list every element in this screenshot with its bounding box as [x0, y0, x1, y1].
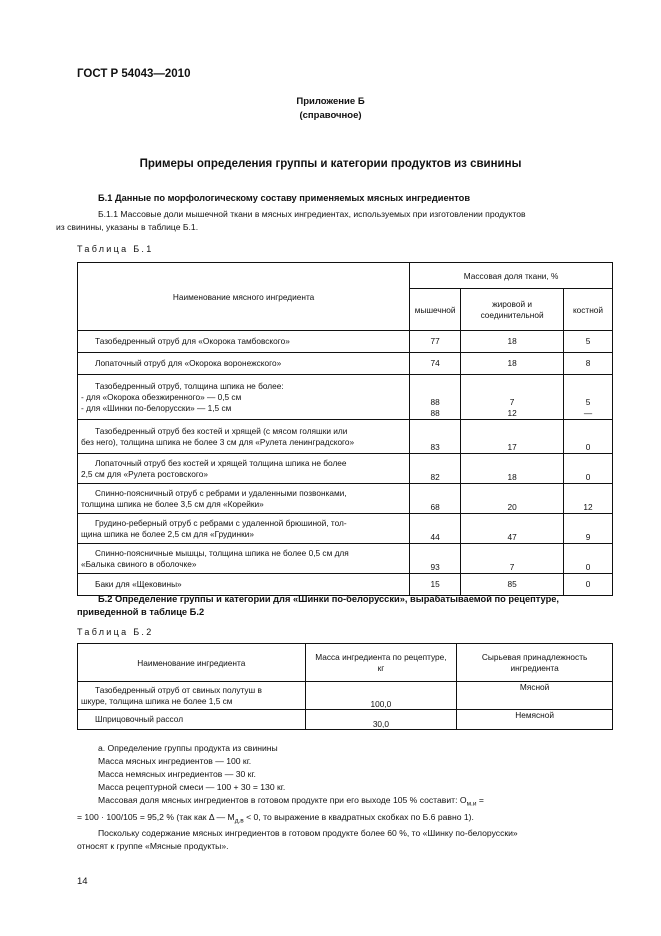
header-line: жировой и — [492, 298, 533, 309]
ingredient-name-line: Тазобедренный отруб без костей и хрящей (с мясом голяшки или — [95, 425, 348, 436]
bone-value-cell — [564, 454, 613, 484]
table-row — [78, 484, 613, 514]
cell-value: 93 — [430, 562, 440, 572]
ingredient-name-cell — [78, 574, 410, 596]
bone-value-cell — [564, 353, 613, 375]
page-heading: Примеры определения группы и категории продуктов из свинины — [139, 158, 522, 170]
cell-value: 12 — [507, 408, 517, 418]
calc-step-a: а. Определение группы продукта из свинины — [98, 743, 278, 753]
table2-header-type — [457, 644, 613, 682]
calc-subscript: д.в — [234, 817, 244, 825]
fat-value-cell — [461, 514, 564, 544]
ingredient-type-cell: Мясной — [457, 682, 613, 710]
bone-value-cell — [564, 420, 613, 454]
table-row — [78, 454, 613, 484]
cell-value: 0 — [585, 562, 591, 572]
page-number: 14 — [77, 876, 88, 887]
muscle-value-cell — [410, 353, 461, 375]
cell-value: 0 — [585, 472, 591, 482]
ingredient-name-line: Спинно-поясничные мышцы, толщина шпика не более 0,5 см для — [95, 547, 349, 558]
table-row — [78, 420, 613, 454]
paragraph-line: из свинины, указаны в таблице Б.1. — [56, 222, 199, 232]
ingredient-name-line: Грудино-реберный отруб с ребрами с удаленной брюшиной, тол- — [95, 517, 347, 528]
conclusion-line1: Поскольку содержание мясных ингредиентов в готовом продукте более 60 %, то «Шинку по-белорусски» — [98, 828, 518, 839]
calc-share-line2 — [77, 811, 617, 828]
annex-title: Приложение Б — [296, 96, 365, 107]
fat-value-cell — [461, 454, 564, 484]
cell-value: 18 — [507, 336, 517, 346]
ingredient-name-cell — [78, 682, 306, 710]
section-b2-title: Б.2 Определение группы и категории для «Шинки по-белорусски», вырабатываемой по рецептуре, — [98, 594, 560, 604]
muscle-value-cell — [410, 454, 461, 484]
cell-value: 47 — [507, 532, 517, 542]
ingredient-name-cell — [78, 353, 410, 375]
muscle-value-cell — [410, 544, 461, 574]
table-b1 — [77, 262, 613, 596]
muscle-value-cell — [410, 375, 461, 420]
cell-value: — — [583, 408, 593, 418]
table-row — [78, 710, 613, 730]
fat-value-cell — [461, 375, 564, 420]
section-b2-title-cont: приведенной в таблице Б.2 — [77, 607, 205, 617]
ingredient-name-line: щина шпика не более 2,5 см для «Грудинки» — [81, 528, 254, 539]
table1-col-muscle: мышечной — [410, 289, 461, 331]
ingredient-name-line: - для «Окорока обезжиренного» — 0,5 см — [81, 391, 242, 402]
ingredient-name-line: толщина шпика не более 3,5 см для «Корейки» — [81, 498, 264, 509]
cell-value: 44 — [430, 532, 440, 542]
cell-value: 0 — [585, 442, 591, 452]
ingredient-name-line: Тазобедренный отруб от свиных полутуш в — [95, 684, 262, 695]
header-line: ингредиента — [510, 662, 559, 673]
table1-label: Таблица Б.1 — [77, 244, 154, 254]
cell-value: 88 — [430, 408, 440, 418]
table-b2 — [77, 643, 613, 730]
table2-header-mass — [305, 644, 457, 682]
ingredient-name-line: Шприцовочный рассол — [95, 714, 184, 724]
mass-value-cell: 100,0 — [305, 682, 457, 710]
ingredient-name-line: 2,5 см для «Рулета ростовского» — [81, 468, 208, 479]
cell-value: 17 — [507, 442, 517, 452]
calc-text: = — [476, 795, 484, 805]
bone-value-cell — [564, 375, 613, 420]
standard-code: ГОСТ Р 54043—2010 — [77, 68, 191, 80]
section-b1-title: Б.1 Данные по морфологическому составу применяемых мясных ингредиентов — [98, 193, 471, 203]
table1-header-name: Наименование мясного ингредиента — [78, 263, 410, 331]
bone-value-cell — [564, 544, 613, 574]
ingredient-name-cell — [78, 420, 410, 454]
ingredient-name-line: Тазобедренный отруб для «Окорока тамбовского» — [95, 336, 290, 346]
bone-value-cell — [564, 574, 613, 596]
ingredient-name-line: Лопаточный отруб для «Окорока воронежского» — [95, 358, 282, 368]
calc-meat-mass: Масса мясных ингредиентов — 100 кг. — [98, 756, 252, 766]
cell-value: 18 — [507, 472, 517, 482]
ingredient-type-cell: Немясной — [457, 710, 613, 730]
bone-value-cell — [564, 484, 613, 514]
header-line: кг — [377, 662, 385, 673]
ingredient-name-line: шкуре, толщина шпика не более 1,5 см — [81, 695, 233, 706]
cell-value: 7 — [509, 397, 515, 407]
table-row — [78, 375, 613, 420]
bone-value-cell — [564, 514, 613, 544]
header-line: соединительной — [480, 309, 544, 320]
table-row — [78, 574, 613, 596]
bone-value-cell — [564, 331, 613, 353]
cell-value: 0 — [585, 579, 591, 589]
cell-value: 8 — [585, 358, 591, 368]
calc-nonmeat-mass: Масса немясных ингредиентов — 30 кг. — [98, 769, 256, 779]
cell-value: 9 — [585, 532, 591, 542]
cell-value: 68 — [430, 502, 440, 512]
muscle-value-cell — [410, 331, 461, 353]
muscle-value-cell — [410, 514, 461, 544]
cell-value: 5 — [585, 336, 591, 346]
ingredient-name-line: «Балыка свиного в оболочке» — [81, 558, 197, 569]
ingredient-name-line: Спинно-поясничный отруб с ребрами и удаленными позвонками, — [95, 487, 347, 498]
cell-value: 88 — [430, 397, 440, 407]
fat-value-cell — [461, 353, 564, 375]
ingredient-name-line: Лопаточный отруб без костей и хрящей толщина шпика не более — [95, 457, 347, 468]
table-row — [78, 682, 613, 710]
paragraph-line: Б.1.1 Массовые доли мышечной ткани в мясных ингредиентах, используемых при изготовлении продуктов — [98, 209, 526, 219]
header-line: Сырьевая принадлежность — [481, 651, 588, 662]
ingredient-name-line: - для «Шинки по-белорусски» — 1,5 см — [81, 402, 232, 413]
cell-value: 7 — [509, 562, 515, 572]
ingredient-name-line: Тазобедренный отруб, толщина шпика не более: — [95, 380, 284, 391]
header-line: Масса ингредиента по рецептуре, — [315, 651, 447, 662]
calc-mix-mass: Масса рецептурной смеси — 100 + 30 = 130 кг. — [98, 782, 286, 792]
fat-value-cell — [461, 484, 564, 514]
conclusion-line2: относят к группе «Мясные продукты». — [77, 841, 229, 852]
calc-text: Массовая доля мясных ингредиентов в готовом продукте при его выходе 105 % составит: О — [98, 795, 467, 805]
calc-subscript: м.и — [466, 800, 477, 808]
cell-value: 12 — [583, 502, 593, 512]
muscle-value-cell — [410, 484, 461, 514]
fat-value-cell — [461, 420, 564, 454]
ingredient-name-cell — [78, 331, 410, 353]
section-b1-paragraph — [56, 208, 617, 234]
table-row — [78, 353, 613, 375]
ingredient-name-cell — [78, 710, 306, 730]
muscle-value-cell — [410, 420, 461, 454]
mass-value-cell: 30,0 — [305, 710, 457, 730]
cell-value: 74 — [430, 358, 440, 368]
fat-value-cell — [461, 331, 564, 353]
calc-text: < 0, то выражение в квадратных скобках по Б.6 равно 1). — [243, 811, 474, 822]
calc-share-line1 — [77, 794, 617, 811]
table-row — [78, 331, 613, 353]
muscle-value-cell — [410, 574, 461, 596]
ingredient-name-line: Баки для «Щековины» — [95, 579, 182, 589]
table-row — [78, 544, 613, 574]
table-row — [78, 514, 613, 544]
table1-col-fat — [461, 289, 564, 331]
cell-value: 15 — [430, 579, 440, 589]
table1-col-bone: костной — [564, 289, 613, 331]
ingredient-name-cell — [78, 454, 410, 484]
cell-value: 85 — [507, 579, 517, 589]
ingredient-name-cell — [78, 484, 410, 514]
annex-note: (справочное) — [299, 110, 362, 121]
fat-value-cell — [461, 574, 564, 596]
ingredient-name-cell — [78, 544, 410, 574]
table1-header-group: Массовая доля ткани, % — [410, 263, 613, 289]
calculation-block — [77, 742, 617, 853]
cell-value: 83 — [430, 442, 440, 452]
fat-value-cell — [461, 544, 564, 574]
cell-value: 77 — [430, 336, 440, 346]
cell-value: 18 — [507, 358, 517, 368]
cell-value: 20 — [507, 502, 517, 512]
ingredient-name-cell — [78, 514, 410, 544]
cell-value: 5 — [585, 397, 591, 407]
calc-text: = 100 · 100/105 = 95,2 % (так как Δ — М — [77, 811, 235, 822]
table2-header-name: Наименование ингредиента — [78, 644, 306, 682]
ingredient-name-cell — [78, 375, 410, 420]
cell-value: 82 — [430, 472, 440, 482]
ingredient-name-line: без него), толщина шпика не более 3 см для «Рулета ленинградского» — [81, 436, 355, 447]
table2-label: Таблица Б.2 — [77, 627, 154, 637]
